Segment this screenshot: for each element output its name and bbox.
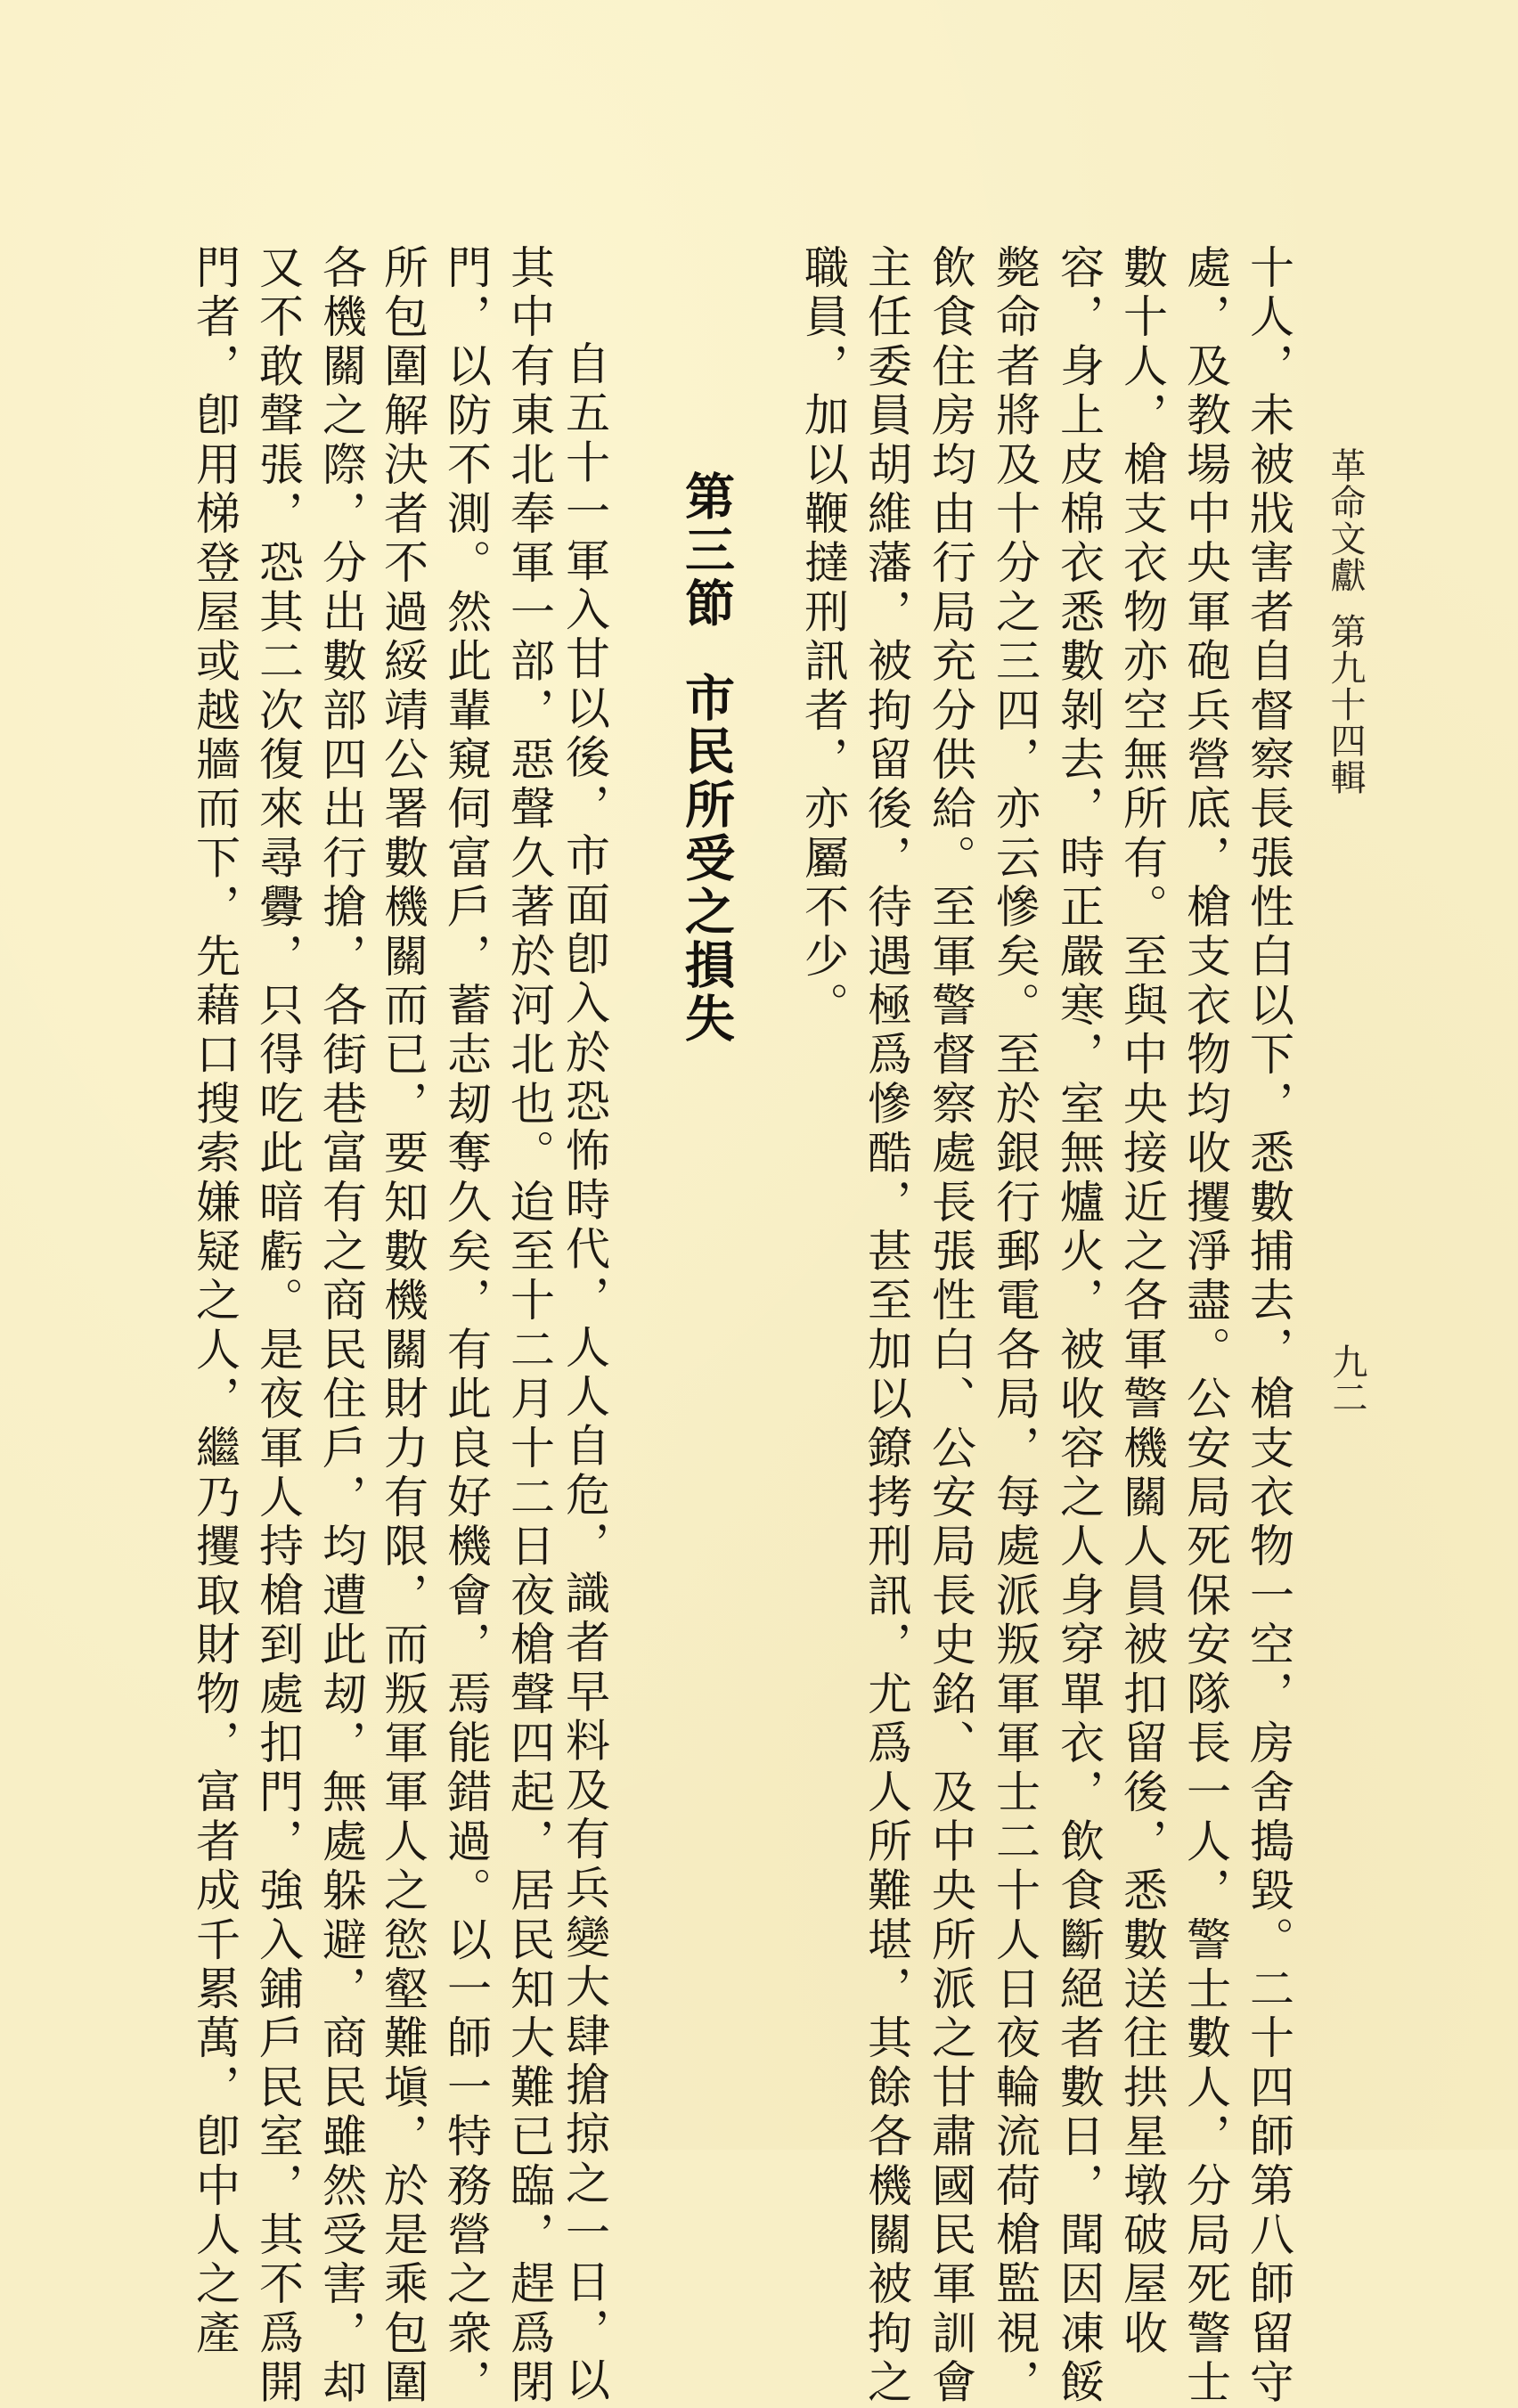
section-title: 市民所受之損失 [677, 672, 735, 1046]
text-column-5: 斃命者將及十分之三四，亦云慘矣。至於銀行郵電各局，每處派叛軍軍士二十人日夜輪流荷槍監視， [989, 244, 1041, 2408]
page-number: 九二 [1326, 1343, 1367, 1415]
section-column-7: 門者，卽用梯登屋或越牆而下，先藉口搜索嫌疑之人，繼乃攫取財物，富者成千累萬，卽中人之產 [189, 244, 241, 2359]
text-column-6: 飲食住房均由行局充分供給。至軍警督察處長張性白、公安局長史銘、及中央所派之甘肅國民軍訓會 [925, 244, 976, 2408]
text-column-2: 處，及教場中央軍砲兵營底，槍支衣物均收攫淨盡。公安局死保安隊長一人，警士數人，分局死警士 [1179, 244, 1231, 2408]
section-column-1: 自五十一軍入甘以後，市面卽入於恐怖時代，人人自危，識者早料及有兵變大肆搶掠之一日，以 [559, 340, 610, 2406]
section-column-6: 又不敢聲張，恐其二次復來尋釁，只得吃此暗虧。是夜軍人持槍到處扣門，強入鋪戶民室，其不爲開 [252, 244, 304, 2408]
volume-number: 第九十四輯 [1325, 613, 1366, 796]
text-column-4: 容，身上皮棉衣悉數剝去，時正嚴寒，室無爐火，被收容之人身穿單衣，飲食斷絕者數日，聞因凍餒 [1053, 244, 1105, 2408]
section-column-4: 所包圍解決者不過綏靖公署數機關而已，要知數機關財力有限，而叛軍軍人之慾壑難塡，於是乘包圍 [377, 244, 428, 2408]
book-title: 革命文獻 [1325, 447, 1366, 593]
text-column-3: 數十人，槍支衣物亦空無所有。至與中央接近之各軍警機關人員被扣留後，悉數送往拱星墩破屋收 [1116, 244, 1168, 2359]
text-column-7: 主任委員胡維藩，被拘留後，待遇極爲慘酷，甚至加以鐐拷刑訊，尤爲人所難堪，其餘各機關被拘之 [861, 244, 912, 2408]
section-number: 第三節 [677, 470, 735, 631]
running-head [1326, 447, 1365, 796]
section-column-3: 門，以防不測。然此輩窺伺富戶，蓄志刼奪久矣，有此良好機會，焉能錯過。以一師一特務營之衆， [440, 244, 492, 2408]
section-column-2: 其中有東北奉軍一部，惡聲久著於河北也。迨至十二月十二日夜槍聲四起，居民知大難已臨，趕爲閉 [503, 244, 555, 2408]
text-column-8: 職員，加以鞭撻刑訊者，亦屬不少。 [797, 244, 849, 1032]
text-column-1: 十人，未被戕害者自督察長張性白以下，悉數捕去，槍支衣物一空，房舍搗毀。二十四師第八師留守 [1243, 244, 1294, 2408]
section-heading [677, 470, 735, 1046]
section-column-5: 各機關之際，分出數部四出行搶，各街巷富有之商民住戶，均遭此刼，無處躲避，商民雖然受害，却 [315, 244, 367, 2408]
